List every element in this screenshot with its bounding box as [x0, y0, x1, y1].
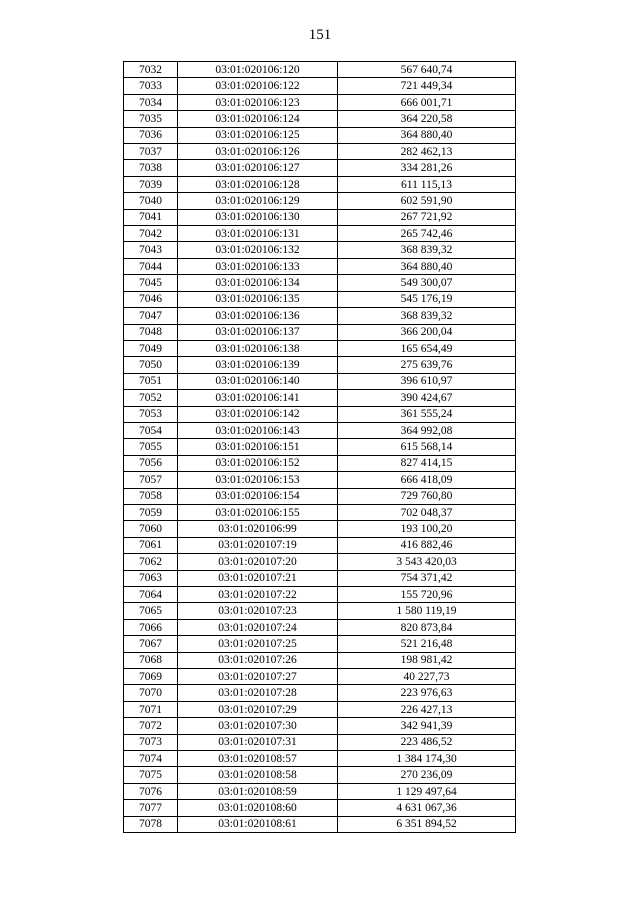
- cadastral-number-cell: 03:01:020106:127: [178, 160, 338, 176]
- cadastral-number-cell: 03:01:020106:151: [178, 439, 338, 455]
- cadastral-number-cell: 03:01:020107:28: [178, 685, 338, 701]
- table-row: [124, 78, 516, 94]
- cadastral-value-cell: 6 351 894,52: [338, 816, 516, 832]
- table-row: [124, 62, 516, 78]
- table-row: [124, 455, 516, 471]
- table-row: [124, 111, 516, 127]
- cadastral-number-cell: 03:01:020108:59: [178, 783, 338, 799]
- cadastral-value-cell: 702 048,37: [338, 504, 516, 520]
- row-number-cell: 7045: [124, 275, 178, 291]
- row-number-cell: 7076: [124, 783, 178, 799]
- cadastral-number-cell: 03:01:020108:61: [178, 816, 338, 832]
- cadastral-value-cell: 396 610,97: [338, 373, 516, 389]
- cadastral-number-cell: 03:01:020107:21: [178, 570, 338, 586]
- cadastral-number-cell: 03:01:020106:123: [178, 94, 338, 110]
- table-row: [124, 439, 516, 455]
- cadastral-number-cell: 03:01:020106:153: [178, 472, 338, 488]
- table-row: [124, 619, 516, 635]
- cadastral-number-cell: 03:01:020107:20: [178, 554, 338, 570]
- row-number-cell: 7058: [124, 488, 178, 504]
- table-row: [124, 751, 516, 767]
- cadastral-value-cell: 567 640,74: [338, 62, 516, 78]
- row-number-cell: 7071: [124, 701, 178, 717]
- row-number-cell: 7063: [124, 570, 178, 586]
- row-number-cell: 7055: [124, 439, 178, 455]
- cadastral-number-cell: 03:01:020107:25: [178, 636, 338, 652]
- cadastral-number-cell: 03:01:020106:152: [178, 455, 338, 471]
- cadastral-number-cell: 03:01:020107:31: [178, 734, 338, 750]
- table-row: [124, 701, 516, 717]
- cadastral-number-cell: 03:01:020107:30: [178, 718, 338, 734]
- cadastral-value-cell: 40 227,73: [338, 669, 516, 685]
- cadastral-number-cell: 03:01:020108:57: [178, 751, 338, 767]
- cadastral-value-cell: 615 568,14: [338, 439, 516, 455]
- cadastral-value-cell: 155 720,96: [338, 587, 516, 603]
- cadastral-value-cell: 729 760,80: [338, 488, 516, 504]
- table-row: [124, 226, 516, 242]
- cadastral-number-cell: 03:01:020106:138: [178, 340, 338, 356]
- cadastral-value-cell: 364 220,58: [338, 111, 516, 127]
- row-number-cell: 7068: [124, 652, 178, 668]
- row-number-cell: 7077: [124, 800, 178, 816]
- cadastral-number-cell: 03:01:020106:155: [178, 504, 338, 520]
- cadastral-value-table: [123, 61, 516, 833]
- cadastral-number-cell: 03:01:020107:24: [178, 619, 338, 635]
- row-number-cell: 7057: [124, 472, 178, 488]
- table-row: [124, 390, 516, 406]
- row-number-cell: 7061: [124, 537, 178, 553]
- row-number-cell: 7041: [124, 209, 178, 225]
- cadastral-value-cell: 265 742,46: [338, 226, 516, 242]
- cadastral-number-cell: 03:01:020106:134: [178, 275, 338, 291]
- table-row: [124, 144, 516, 160]
- row-number-cell: 7060: [124, 521, 178, 537]
- table-row: [124, 308, 516, 324]
- row-number-cell: 7052: [124, 390, 178, 406]
- cadastral-number-cell: 03:01:020106:140: [178, 373, 338, 389]
- table-row: [124, 734, 516, 750]
- cadastral-value-cell: 226 427,13: [338, 701, 516, 717]
- cadastral-number-cell: 03:01:020106:122: [178, 78, 338, 94]
- cadastral-value-cell: 270 236,09: [338, 767, 516, 783]
- cadastral-value-cell: 368 839,32: [338, 308, 516, 324]
- row-number-cell: 7070: [124, 685, 178, 701]
- cadastral-value-cell: 366 200,04: [338, 324, 516, 340]
- table-row: [124, 587, 516, 603]
- cadastral-value-cell: 3 543 420,03: [338, 554, 516, 570]
- cadastral-value-cell: 754 371,42: [338, 570, 516, 586]
- cadastral-number-cell: 03:01:020106:132: [178, 242, 338, 258]
- table-row: [124, 816, 516, 832]
- cadastral-number-cell: 03:01:020106:137: [178, 324, 338, 340]
- table-row: [124, 783, 516, 799]
- table-row: [124, 160, 516, 176]
- cadastral-value-cell: 611 115,13: [338, 176, 516, 192]
- cadastral-value-cell: 193 100,20: [338, 521, 516, 537]
- cadastral-value-cell: 1 384 174,30: [338, 751, 516, 767]
- table-row: [124, 176, 516, 192]
- row-number-cell: 7065: [124, 603, 178, 619]
- cadastral-value-cell: 549 300,07: [338, 275, 516, 291]
- table-row: [124, 127, 516, 143]
- row-number-cell: 7043: [124, 242, 178, 258]
- cadastral-number-cell: 03:01:020106:133: [178, 258, 338, 274]
- table-row: [124, 94, 516, 110]
- cadastral-number-cell: 03:01:020106:130: [178, 209, 338, 225]
- cadastral-number-cell: 03:01:020106:128: [178, 176, 338, 192]
- table-row: [124, 800, 516, 816]
- cadastral-number-cell: 03:01:020106:135: [178, 291, 338, 307]
- cadastral-value-cell: 342 941,39: [338, 718, 516, 734]
- row-number-cell: 7051: [124, 373, 178, 389]
- row-number-cell: 7046: [124, 291, 178, 307]
- cadastral-value-cell: 390 424,67: [338, 390, 516, 406]
- cadastral-value-cell: 361 555,24: [338, 406, 516, 422]
- cadastral-value-cell: 666 001,71: [338, 94, 516, 110]
- row-number-cell: 7073: [124, 734, 178, 750]
- cadastral-value-cell: 1 129 497,64: [338, 783, 516, 799]
- table-row: [124, 422, 516, 438]
- cadastral-value-cell: 364 992,08: [338, 422, 516, 438]
- table-row: [124, 537, 516, 553]
- row-number-cell: 7033: [124, 78, 178, 94]
- cadastral-number-cell: 03:01:020106:142: [178, 406, 338, 422]
- cadastral-value-cell: 820 873,84: [338, 619, 516, 635]
- cadastral-value-cell: 368 839,32: [338, 242, 516, 258]
- cadastral-value-cell: 198 981,42: [338, 652, 516, 668]
- row-number-cell: 7064: [124, 587, 178, 603]
- table-row: [124, 603, 516, 619]
- cadastral-number-cell: 03:01:020107:27: [178, 669, 338, 685]
- cadastral-number-cell: 03:01:020106:143: [178, 422, 338, 438]
- table-row: [124, 472, 516, 488]
- row-number-cell: 7044: [124, 258, 178, 274]
- row-number-cell: 7036: [124, 127, 178, 143]
- row-number-cell: 7048: [124, 324, 178, 340]
- row-number-cell: 7034: [124, 94, 178, 110]
- cadastral-number-cell: 03:01:020108:60: [178, 800, 338, 816]
- cadastral-value-cell: 521 216,48: [338, 636, 516, 652]
- cadastral-number-cell: 03:01:020108:58: [178, 767, 338, 783]
- table-row: [124, 275, 516, 291]
- table-row: [124, 718, 516, 734]
- cadastral-number-cell: 03:01:020106:131: [178, 226, 338, 242]
- cadastral-value-cell: 721 449,34: [338, 78, 516, 94]
- table-row: [124, 258, 516, 274]
- cadastral-value-cell: 165 654,49: [338, 340, 516, 356]
- row-number-cell: 7053: [124, 406, 178, 422]
- cadastral-number-cell: 03:01:020106:120: [178, 62, 338, 78]
- table-row: [124, 669, 516, 685]
- row-number-cell: 7035: [124, 111, 178, 127]
- table-row: [124, 504, 516, 520]
- table-row: [124, 373, 516, 389]
- cadastral-value-cell: 1 580 119,19: [338, 603, 516, 619]
- table-row: [124, 242, 516, 258]
- cadastral-value-cell: 416 882,46: [338, 537, 516, 553]
- row-number-cell: 7066: [124, 619, 178, 635]
- cadastral-number-cell: 03:01:020107:19: [178, 537, 338, 553]
- cadastral-value-cell: 364 880,40: [338, 258, 516, 274]
- row-number-cell: 7047: [124, 308, 178, 324]
- row-number-cell: 7038: [124, 160, 178, 176]
- cadastral-value-cell: 223 486,52: [338, 734, 516, 750]
- cadastral-value-cell: 4 631 067,36: [338, 800, 516, 816]
- cadastral-number-cell: 03:01:020106:136: [178, 308, 338, 324]
- row-number-cell: 7059: [124, 504, 178, 520]
- table-row: [124, 488, 516, 504]
- cadastral-value-cell: 545 176,19: [338, 291, 516, 307]
- cadastral-number-cell: 03:01:020106:125: [178, 127, 338, 143]
- cadastral-value-cell: 267 721,92: [338, 209, 516, 225]
- table-row: [124, 291, 516, 307]
- row-number-cell: 7050: [124, 357, 178, 373]
- table-row: [124, 685, 516, 701]
- cadastral-number-cell: 03:01:020106:129: [178, 193, 338, 209]
- row-number-cell: 7067: [124, 636, 178, 652]
- row-number-cell: 7040: [124, 193, 178, 209]
- cadastral-number-cell: 03:01:020106:99: [178, 521, 338, 537]
- page-number: 151: [308, 27, 332, 43]
- table-row: [124, 357, 516, 373]
- row-number-cell: 7056: [124, 455, 178, 471]
- cadastral-number-cell: 03:01:020107:29: [178, 701, 338, 717]
- table-row: [124, 767, 516, 783]
- cadastral-value-cell: 666 418,09: [338, 472, 516, 488]
- table-row: [124, 652, 516, 668]
- cadastral-value-cell: 827 414,15: [338, 455, 516, 471]
- row-number-cell: 7032: [124, 62, 178, 78]
- cadastral-number-cell: 03:01:020107:23: [178, 603, 338, 619]
- row-number-cell: 7039: [124, 176, 178, 192]
- table-row: [124, 406, 516, 422]
- table-row: [124, 636, 516, 652]
- row-number-cell: 7037: [124, 144, 178, 160]
- row-number-cell: 7072: [124, 718, 178, 734]
- cadastral-value-cell: 223 976,63: [338, 685, 516, 701]
- row-number-cell: 7054: [124, 422, 178, 438]
- row-number-cell: 7074: [124, 751, 178, 767]
- row-number-cell: 7075: [124, 767, 178, 783]
- cadastral-number-cell: 03:01:020106:126: [178, 144, 338, 160]
- cadastral-number-cell: 03:01:020106:154: [178, 488, 338, 504]
- table-row: [124, 340, 516, 356]
- row-number-cell: 7049: [124, 340, 178, 356]
- cadastral-value-cell: 364 880,40: [338, 127, 516, 143]
- row-number-cell: 7078: [124, 816, 178, 832]
- cadastral-number-cell: 03:01:020107:26: [178, 652, 338, 668]
- row-number-cell: 7062: [124, 554, 178, 570]
- cadastral-number-cell: 03:01:020106:141: [178, 390, 338, 406]
- cadastral-value-cell: 602 591,90: [338, 193, 516, 209]
- cadastral-value-cell: 275 639,76: [338, 357, 516, 373]
- row-number-cell: 7069: [124, 669, 178, 685]
- table-row: [124, 324, 516, 340]
- cadastral-value-cell: 334 281,26: [338, 160, 516, 176]
- cadastral-value-cell: 282 462,13: [338, 144, 516, 160]
- row-number-cell: 7042: [124, 226, 178, 242]
- table-row: [124, 209, 516, 225]
- table-row: [124, 570, 516, 586]
- table-row: [124, 521, 516, 537]
- table-body: [124, 62, 516, 833]
- table-row: [124, 193, 516, 209]
- cadastral-number-cell: 03:01:020106:139: [178, 357, 338, 373]
- table-row: [124, 554, 516, 570]
- cadastral-number-cell: 03:01:020107:22: [178, 587, 338, 603]
- cadastral-number-cell: 03:01:020106:124: [178, 111, 338, 127]
